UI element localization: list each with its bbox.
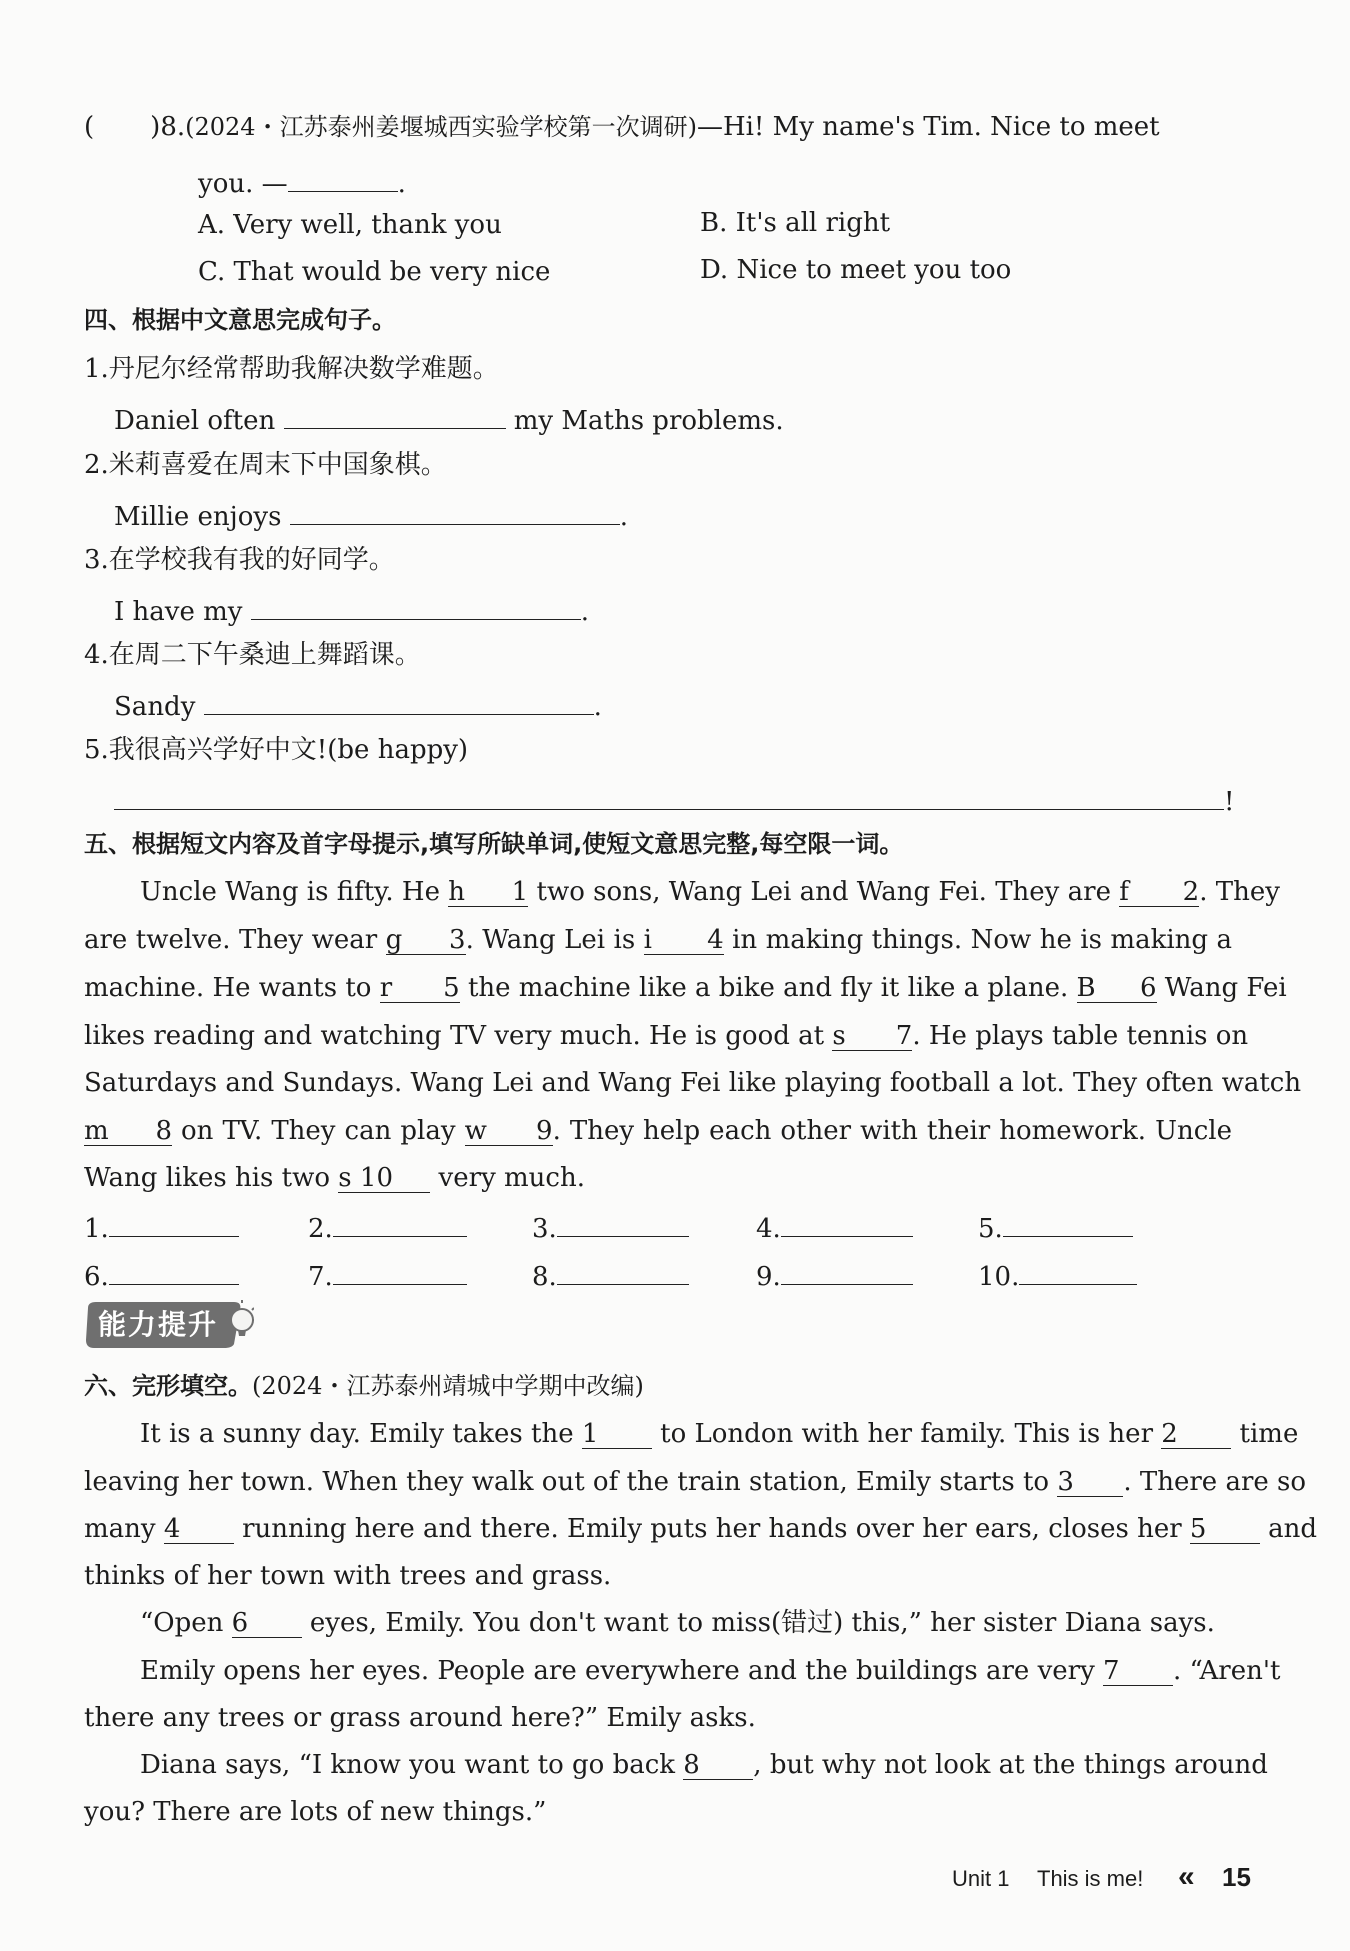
s5-blank-7[interactable]: s 7	[832, 1021, 913, 1051]
s6-line2: leaving her town. When they walk out of the train station, Emily starts to 3 . There are so	[84, 1467, 1307, 1497]
s6-line1: It is a sunny day. Emily takes the 1 to London with her family. This is her 2 time	[140, 1419, 1299, 1449]
s6-line5: “Open 6 eyes, Emily. You don't want to miss(错过) this,” her sister Diana says.	[140, 1608, 1215, 1638]
section6-title-line	[84, 1369, 644, 1403]
s5-blank-4[interactable]: i 4	[643, 925, 724, 955]
s4-item5-blank[interactable]	[114, 781, 1224, 810]
s5-blank-5[interactable]: r 5	[379, 973, 460, 1003]
answer-4: 4.	[756, 1208, 913, 1246]
q8-stem-line-2: you. — .	[198, 163, 406, 201]
s6-blank-6[interactable]: 6	[232, 1609, 302, 1638]
s4-item4-en: Sandy .	[114, 686, 602, 724]
s4-item1-cn: 1.丹尼尔经常帮助我解决数学难题。	[84, 354, 499, 384]
s6-line3: many 4 running here and there. Emily puts her hands over her ears, closes her 5 and	[84, 1514, 1318, 1544]
answer-10: 10.	[978, 1256, 1137, 1294]
badge-label: 能力提升	[98, 1308, 219, 1341]
answer-2: 2.	[308, 1208, 467, 1246]
q8-blank[interactable]	[288, 163, 398, 192]
answer-6: 6.	[84, 1256, 239, 1294]
answer-9-blank[interactable]	[781, 1256, 913, 1285]
s5-blank-1[interactable]: h 1	[448, 877, 529, 907]
s4-item2-cn: 2.米莉喜爱在周末下中国象棋。	[84, 450, 447, 480]
s5-line3: machine. He wants to r 5 the machine like a bike and fly it like a plane. B 6 Wang Fei	[84, 973, 1287, 1003]
q8-source: (2024・江苏泰州姜堰城西实验学校第一次调研)	[185, 113, 697, 141]
s6-line6: Emily opens her eyes. People are everywhere and the buildings are very 7 . “Aren't	[140, 1656, 1281, 1686]
page-number: 15	[1222, 1862, 1251, 1892]
answer-4-blank[interactable]	[781, 1208, 913, 1237]
q8-option-b[interactable]: B. It's all right	[700, 208, 891, 238]
s4-item2-en: Millie enjoys .	[114, 496, 628, 534]
s6-blank-4[interactable]: 4	[164, 1515, 234, 1544]
answer-6-blank[interactable]	[109, 1256, 239, 1285]
s4-item3-cn: 3.在学校我有我的好同学。	[84, 545, 395, 575]
q8-option-c[interactable]: C. That would be very nice	[198, 257, 551, 287]
answer-1-blank[interactable]	[109, 1208, 239, 1237]
double-chevron-left-icon: «	[1178, 1860, 1195, 1893]
s4-item2-blank[interactable]	[290, 496, 620, 525]
s6-blank-8[interactable]: 8	[683, 1751, 753, 1780]
s5-blank-8[interactable]: m 8	[84, 1116, 172, 1146]
q8-stem: —Hi! My name's Tim. Nice to meet	[696, 112, 1160, 142]
s5-blank-9[interactable]: w 9	[464, 1116, 553, 1146]
footer-unit: Unit 1	[952, 1866, 1010, 1891]
s4-item5-cn: 5.我很高兴学好中文!(be happy)	[84, 735, 469, 765]
s6-blank-2[interactable]: 2	[1161, 1420, 1231, 1449]
s5-line2: are twelve. They wear g 3. Wang Lei is i 4 in making things. Now he is making a	[84, 925, 1232, 955]
answer-2-blank[interactable]	[333, 1208, 467, 1237]
answer-7: 7.	[308, 1256, 467, 1294]
answer-8-blank[interactable]	[557, 1256, 689, 1285]
s5-blank-10[interactable]: s 10	[338, 1164, 430, 1193]
answer-9: 9.	[756, 1256, 913, 1294]
section5-title: 五、根据短文内容及首字母提示,填写所缺单词,使短文意思完整,每空限一词。	[84, 830, 904, 858]
answer-10-blank[interactable]	[1019, 1256, 1137, 1285]
answer-3-blank[interactable]	[557, 1208, 689, 1237]
answer-1: 1.	[84, 1208, 239, 1246]
s4-item1-en: Daniel often my Maths problems.	[114, 400, 784, 438]
q8-stem-line: ( )8.(2024・江苏泰州姜堰城西实验学校第一次调研)—Hi! My name's Tim. Nice to meet	[84, 112, 1160, 142]
answer-5-blank[interactable]	[1003, 1208, 1133, 1237]
s6-blank-5[interactable]: 5	[1190, 1515, 1260, 1544]
q8-option-d[interactable]: D. Nice to meet you too	[700, 255, 1012, 285]
s5-line6: m 8 on TV. They can play w 9. They help each other with their homework. Uncle	[84, 1116, 1233, 1146]
answer-8: 8.	[532, 1256, 689, 1294]
s5-blank-2[interactable]: f 2	[1119, 877, 1200, 907]
s5-line7: Wang likes his two s 10 very much.	[84, 1163, 585, 1193]
s4-item3-en: I have my .	[114, 591, 589, 629]
ability-badge	[84, 1300, 254, 1350]
s4-item1-blank[interactable]	[284, 400, 506, 429]
s5-line4: likes reading and watching TV very much. He is good at s 7. He plays table tennis on	[84, 1021, 1249, 1051]
s6-line7: there any trees or grass around here?” Emily asks.	[84, 1703, 756, 1733]
s6-line8: Diana says, “I know you want to go back 8 , but why not look at the things around	[140, 1750, 1268, 1780]
s6-line4: thinks of her town with trees and grass.	[84, 1561, 612, 1591]
s6-blank-7[interactable]: 7	[1103, 1657, 1173, 1686]
s6-blank-3[interactable]: 3	[1057, 1468, 1123, 1497]
section4-title: 四、根据中文意思完成句子。	[84, 306, 396, 334]
s5-blank-6[interactable]: B 6	[1076, 973, 1157, 1003]
section6-title: 六、完形填空。	[84, 1372, 252, 1400]
s4-item4-cn: 4.在周二下午桑迪上舞蹈课。	[84, 640, 421, 670]
footer-title: This is me!	[1037, 1866, 1144, 1891]
q8-option-a[interactable]: A. Very well, thank you	[198, 210, 502, 240]
answer-7-blank[interactable]	[333, 1256, 467, 1285]
s5-line5: Saturdays and Sundays. Wang Lei and Wang Fei like playing football a lot. They often watch	[84, 1068, 1302, 1098]
s6-line9: you? There are lots of new things.”	[84, 1797, 547, 1827]
s5-line1: Uncle Wang is fifty. He h 1 two sons, Wang Lei and Wang Fei. They are f 2. They	[140, 877, 1280, 907]
answer-5: 5.	[978, 1208, 1133, 1246]
section6-source: (2024・江苏泰州靖城中学期中改编)	[252, 1372, 644, 1400]
s4-item5-en: !	[114, 781, 1234, 819]
s4-item3-blank[interactable]	[251, 591, 581, 620]
s6-blank-1[interactable]: 1	[582, 1420, 652, 1449]
answer-3: 3.	[532, 1208, 689, 1246]
s5-blank-3[interactable]: g 3	[385, 925, 466, 955]
s4-item4-blank[interactable]	[204, 686, 594, 715]
